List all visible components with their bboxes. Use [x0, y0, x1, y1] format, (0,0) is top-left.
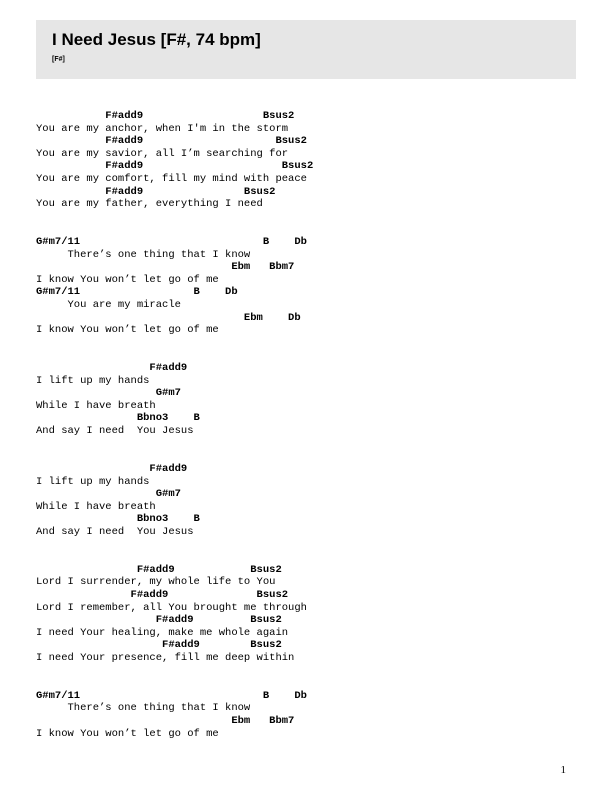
- lyric-line: You are my miracle: [36, 299, 181, 312]
- lyric-line: You are my father, everything I need: [36, 198, 263, 211]
- song-section: [36, 110, 596, 211]
- lyric-line: There’s one thing that I know: [36, 702, 251, 715]
- song-key: [F#]: [52, 56, 65, 63]
- lyric-line: Lord I remember, all You brought me through: [36, 601, 307, 614]
- song-section: [36, 564, 596, 665]
- chord-line: Bbno3 B: [36, 513, 200, 526]
- section-gap: [36, 211, 596, 236]
- lyric-line: You are my anchor, when I'm in the storm: [36, 122, 289, 135]
- section-gap: [36, 539, 596, 564]
- chord-line: F#add9 Bsus2: [36, 639, 282, 652]
- lyric-line: I know You won’t let go of me: [36, 727, 219, 740]
- lyric-line: While I have breath: [36, 500, 156, 513]
- chord-line: F#add9 Bsus2: [36, 135, 307, 148]
- lyric-line: You are my savior, all I’m searching for: [36, 147, 289, 160]
- lyric-line: And say I need You Jesus: [36, 525, 194, 538]
- lyric-line: I know You won’t let go of me: [36, 324, 219, 337]
- chord-line: F#add9: [36, 462, 188, 475]
- chord-line: Ebm Bbm7: [36, 715, 295, 728]
- chord-line: F#add9 Bsus2: [36, 160, 314, 173]
- chord-line: F#add9 Bsus2: [36, 110, 295, 122]
- chord-line: G#m7/11 B Db: [36, 286, 238, 299]
- chord-line: F#add9: [36, 362, 188, 375]
- lyric-line: You are my comfort, fill my mind with peace: [36, 172, 307, 185]
- lyric-line: There’s one thing that I know: [36, 248, 251, 261]
- lyric-line: I need Your presence, fill me deep within: [36, 651, 295, 664]
- section-gap: [36, 665, 596, 690]
- chord-line: G#m7: [36, 387, 181, 400]
- section-gap: [36, 438, 596, 463]
- chord-line: Ebm Db: [36, 311, 301, 324]
- chord-line: G#m7/11 B Db: [36, 689, 307, 702]
- song-section: [36, 690, 596, 740]
- lyric-line: I lift up my hands: [36, 475, 150, 488]
- lyric-line: I lift up my hands: [36, 374, 150, 387]
- chord-line: F#add9 Bsus2: [36, 185, 276, 198]
- chord-line: F#add9 Bsus2: [36, 589, 289, 601]
- song-header: [36, 20, 576, 79]
- song-section: [36, 362, 596, 438]
- chord-line: G#m7: [36, 488, 181, 501]
- song-section: [36, 463, 596, 539]
- section-gap: [36, 337, 596, 362]
- chord-line: Bbno3 B: [36, 412, 200, 425]
- song-title: I Need Jesus [F#, 74 bpm]: [52, 30, 261, 49]
- chord-line: F#add9 Bsus2: [36, 563, 282, 576]
- song-section: [36, 236, 596, 337]
- chord-line: Ebm Bbm7: [36, 261, 295, 274]
- lyric-line: And say I need You Jesus: [36, 425, 194, 438]
- lyric-line: Lord I surrender, my whole life to You: [36, 576, 276, 589]
- chord-line: F#add9 Bsus2: [36, 614, 282, 627]
- chord-sheet: [36, 110, 596, 740]
- lyric-line: I need Your healing, make me whole again: [36, 626, 289, 639]
- lyric-line: I know You won’t let go of me: [36, 273, 219, 286]
- chord-line: G#m7/11 B Db: [36, 236, 307, 249]
- page-number: 1: [560, 764, 566, 776]
- lyric-line: While I have breath: [36, 399, 156, 412]
